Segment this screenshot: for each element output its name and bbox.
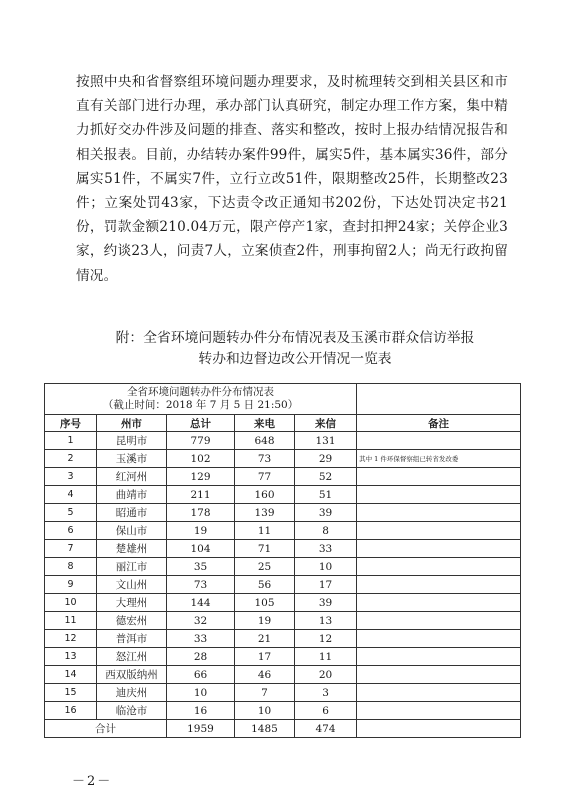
cell-seq: 15 bbox=[45, 684, 97, 702]
cell-total: 16 bbox=[167, 702, 235, 720]
cell-note bbox=[357, 594, 521, 612]
cell-letter: 39 bbox=[295, 504, 357, 522]
cell-seq: 7 bbox=[45, 540, 97, 558]
cell-note: 其中 1 件环保督察组已转省发改委 bbox=[357, 450, 521, 468]
cell-phone: 21 bbox=[235, 630, 295, 648]
cell-seq: 3 bbox=[45, 468, 97, 486]
cell-total: 73 bbox=[167, 576, 235, 594]
cell-phone: 19 bbox=[235, 612, 295, 630]
cell-city: 红河州 bbox=[97, 468, 167, 486]
sum-note bbox=[357, 720, 521, 738]
cell-note bbox=[357, 576, 521, 594]
cell-total: 66 bbox=[167, 666, 235, 684]
table-row bbox=[45, 486, 521, 504]
table-row bbox=[45, 630, 521, 648]
cell-letter: 3 bbox=[295, 684, 357, 702]
cell-city: 曲靖市 bbox=[97, 486, 167, 504]
table-row bbox=[45, 648, 521, 666]
cell-seq: 12 bbox=[45, 630, 97, 648]
table-row bbox=[45, 558, 521, 576]
cell-phone: 160 bbox=[235, 486, 295, 504]
cell-phone: 17 bbox=[235, 648, 295, 666]
sum-label: 合计 bbox=[45, 720, 167, 738]
cell-letter: 13 bbox=[295, 612, 357, 630]
header-phone: 来电 bbox=[235, 415, 295, 432]
header-seq: 序号 bbox=[45, 415, 97, 432]
cell-phone: 71 bbox=[235, 540, 295, 558]
cell-phone: 648 bbox=[235, 432, 295, 450]
cell-phone: 25 bbox=[235, 558, 295, 576]
cell-total: 144 bbox=[167, 594, 235, 612]
table-caption-row bbox=[45, 384, 521, 415]
cell-city: 临沧市 bbox=[97, 702, 167, 720]
table-caption-cell bbox=[45, 384, 357, 415]
cell-phone: 73 bbox=[235, 450, 295, 468]
cell-phone: 77 bbox=[235, 468, 295, 486]
distribution-table-wrapper bbox=[44, 383, 520, 738]
cell-city: 怒江州 bbox=[97, 648, 167, 666]
cell-letter: 51 bbox=[295, 486, 357, 504]
cell-note bbox=[357, 432, 521, 450]
table-row bbox=[45, 468, 521, 486]
cell-note bbox=[357, 630, 521, 648]
cell-letter: 39 bbox=[295, 594, 357, 612]
table-header-row bbox=[45, 415, 521, 432]
cell-total: 10 bbox=[167, 684, 235, 702]
cell-city: 普洱市 bbox=[97, 630, 167, 648]
appendix-title bbox=[70, 328, 520, 370]
table-row bbox=[45, 576, 521, 594]
cell-letter: 33 bbox=[295, 540, 357, 558]
cell-city: 玉溪市 bbox=[97, 450, 167, 468]
cell-total: 28 bbox=[167, 648, 235, 666]
table-sum-row bbox=[45, 720, 521, 738]
cell-total: 19 bbox=[167, 522, 235, 540]
cell-seq: 5 bbox=[45, 504, 97, 522]
cell-seq: 14 bbox=[45, 666, 97, 684]
cell-city: 文山州 bbox=[97, 576, 167, 594]
cell-seq: 11 bbox=[45, 612, 97, 630]
cell-city: 保山市 bbox=[97, 522, 167, 540]
cell-note bbox=[357, 468, 521, 486]
sum-total: 1959 bbox=[167, 720, 235, 738]
distribution-table bbox=[44, 383, 521, 738]
cell-note bbox=[357, 612, 521, 630]
cell-city: 昆明市 bbox=[97, 432, 167, 450]
cell-city: 迪庆州 bbox=[97, 684, 167, 702]
header-city: 州市 bbox=[97, 415, 167, 432]
cell-note bbox=[357, 486, 521, 504]
table-row bbox=[45, 504, 521, 522]
cell-phone: 105 bbox=[235, 594, 295, 612]
cell-letter: 6 bbox=[295, 702, 357, 720]
cell-city: 丽江市 bbox=[97, 558, 167, 576]
cell-letter: 8 bbox=[295, 522, 357, 540]
cell-letter: 20 bbox=[295, 666, 357, 684]
table-row bbox=[45, 450, 521, 468]
cell-total: 102 bbox=[167, 450, 235, 468]
cell-seq: 1 bbox=[45, 432, 97, 450]
cell-seq: 16 bbox=[45, 702, 97, 720]
cell-city: 德宏州 bbox=[97, 612, 167, 630]
table-row bbox=[45, 540, 521, 558]
cell-note bbox=[357, 504, 521, 522]
cell-note bbox=[357, 558, 521, 576]
cell-letter: 131 bbox=[295, 432, 357, 450]
cell-city: 楚雄州 bbox=[97, 540, 167, 558]
cell-letter: 29 bbox=[295, 450, 357, 468]
cell-total: 32 bbox=[167, 612, 235, 630]
cell-note bbox=[357, 702, 521, 720]
cell-total: 779 bbox=[167, 432, 235, 450]
cell-letter: 12 bbox=[295, 630, 357, 648]
table-row bbox=[45, 432, 521, 450]
table-row bbox=[45, 666, 521, 684]
table-row bbox=[45, 612, 521, 630]
cell-phone: 56 bbox=[235, 576, 295, 594]
cell-letter: 17 bbox=[295, 576, 357, 594]
header-letter: 来信 bbox=[295, 415, 357, 432]
table-title: 全省环境问题转办件分布情况表 bbox=[127, 386, 275, 398]
cell-seq: 9 bbox=[45, 576, 97, 594]
cell-note bbox=[357, 666, 521, 684]
cell-seq: 13 bbox=[45, 648, 97, 666]
cell-total: 178 bbox=[167, 504, 235, 522]
cell-seq: 4 bbox=[45, 486, 97, 504]
cell-total: 211 bbox=[167, 486, 235, 504]
sum-letter: 474 bbox=[295, 720, 357, 738]
cell-total: 129 bbox=[167, 468, 235, 486]
cell-letter: 10 bbox=[295, 558, 357, 576]
header-note: 备注 bbox=[357, 415, 521, 432]
table-cutoff: （截止时间：2018 年 7 月 5 日 21:50） bbox=[102, 399, 299, 411]
cell-total: 104 bbox=[167, 540, 235, 558]
cell-note bbox=[357, 648, 521, 666]
cell-note bbox=[357, 684, 521, 702]
table-row bbox=[45, 684, 521, 702]
cell-city: 西双版纳州 bbox=[97, 666, 167, 684]
appendix-line-1: 附：全省环境问题转办件分布情况表及玉溪市群众信访举报 bbox=[115, 330, 475, 346]
cell-phone: 11 bbox=[235, 522, 295, 540]
cell-letter: 52 bbox=[295, 468, 357, 486]
body-paragraph: 按照中央和省督察组环境问题办理要求，及时梳理转交到相关县区和市直有关部门进行办理，承办部门认真研究，制定办理工作方案，集中精力抓好交办件涉及问题的排查、落实和整改，按时上报办结情况报告和相关报表。目前，办结转办案件99件，属实5件，基本属实36件，部分属实51件，不属实7件，立行立改51件，限期整改25件，长期整改23件；立案处罚43家，下达责令改正通知书202份，下达处罚决定书21份，罚款金额210.04万元，限产停产1家，查封扣押24家；关停企业3家，约谈23人，问责7人，立案侦查2件，刑事拘留2人；尚无行政拘留情况。 bbox=[76, 74, 508, 284]
cell-seq: 6 bbox=[45, 522, 97, 540]
table-row bbox=[45, 522, 521, 540]
cell-seq: 10 bbox=[45, 594, 97, 612]
cell-city: 大理州 bbox=[97, 594, 167, 612]
page-number: －2－ bbox=[72, 774, 113, 789]
cell-phone: 46 bbox=[235, 666, 295, 684]
cell-total: 33 bbox=[167, 630, 235, 648]
cell-city: 昭通市 bbox=[97, 504, 167, 522]
cell-note bbox=[357, 540, 521, 558]
cell-seq: 2 bbox=[45, 450, 97, 468]
cell-seq: 8 bbox=[45, 558, 97, 576]
cell-phone: 10 bbox=[235, 702, 295, 720]
appendix-line-2: 转办和边督边改公开情况一览表 bbox=[198, 351, 392, 367]
cell-note bbox=[357, 522, 521, 540]
table-caption-blank bbox=[357, 384, 521, 415]
header-total: 总计 bbox=[167, 415, 235, 432]
cell-total: 35 bbox=[167, 558, 235, 576]
table-row bbox=[45, 702, 521, 720]
table-row bbox=[45, 594, 521, 612]
cell-letter: 11 bbox=[295, 648, 357, 666]
cell-phone: 139 bbox=[235, 504, 295, 522]
sum-phone: 1485 bbox=[235, 720, 295, 738]
cell-phone: 7 bbox=[235, 684, 295, 702]
